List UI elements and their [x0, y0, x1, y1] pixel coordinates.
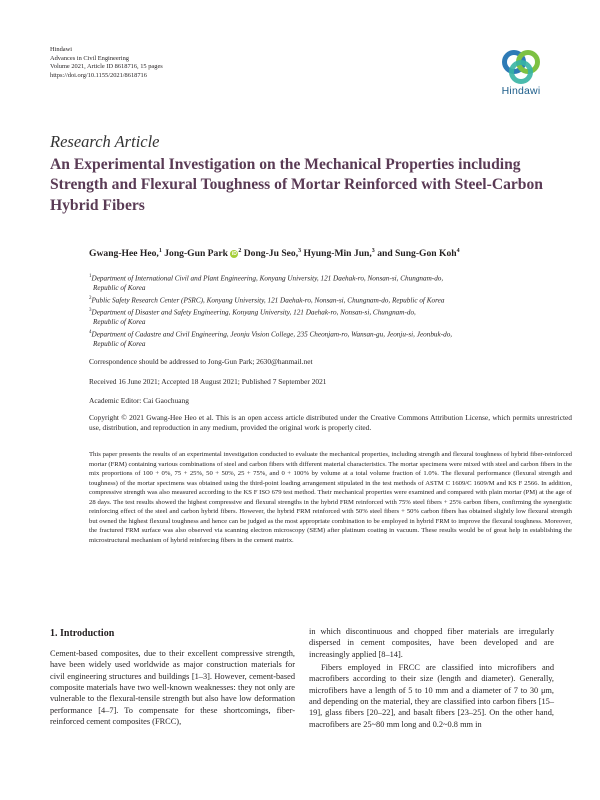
correspondence: Correspondence should be addressed to Jong-Gun Park; 2630@hanmail.net	[89, 357, 313, 366]
hindawi-logo	[494, 48, 548, 97]
author-sup: 3	[371, 248, 375, 254]
affiliation-item: $^1$Department of International Civil and Plant Engineering, Konyang University, 121 Daehak-ro, Nonsan-si, Chungnam-do,	[89, 274, 444, 283]
orcid-icon[interactable]: iD	[231, 251, 237, 258]
affiliation-item-cont: Republic of Korea	[93, 318, 146, 327]
author-sup: 2	[238, 248, 242, 254]
author-name: Jong-Gun Park	[164, 248, 228, 260]
volume-info: Volume 2021, Article ID 8618716, 15 pages	[50, 63, 163, 71]
author-sup: 1	[158, 248, 162, 254]
publication-dates: Received 16 June 2021; Accepted 18 August 2021; Published 7 September 2021	[89, 377, 327, 386]
article-type: Research Article	[50, 132, 160, 151]
affiliation-item-cont: Republic of Korea	[93, 340, 146, 349]
journal-name: Advances in Civil Engineering	[50, 54, 129, 62]
hindawi-logo-icon	[500, 48, 542, 84]
affiliation-item: $^3$Department of Disaster and Safety Engineering, Konyang University, 121 Daehak-ro, Nonsan-si, Chungnam-do,	[89, 308, 416, 317]
intro-paragraph: in which discontinuous and chopped fiber materials are irregularly dispersed in cement composites, have been developed and are increasingly applied [8–14].	[309, 627, 554, 659]
author-name: Dong-Ju Seo,	[243, 248, 299, 260]
intro-right-column	[309, 626, 554, 730]
author-name: and Sung-Gon Koh	[377, 248, 457, 260]
intro-left-column	[50, 648, 295, 727]
author-sup: 3	[298, 248, 302, 254]
copyright-notice: Copyright © 2021 Gwang-Hee Heo et al. This is an open access article distributed under the Creative Commons Attribution License, which permits unrestricted use, distribution, and reproduction in any medium, provided the original work is properly cited.	[89, 413, 572, 432]
abstract: This paper presents the results of an experimental investigation conducted to evaluate the mechanical properties, including strength and flexural toughness of hybrid fiber-reinforced mortar (FRM) containing various combinations of steel and carbon fibers with different material characteristics. The mortar specimens were mixed with steel and carbon fibers in the mix proportions of 100 + 0%, 75 + 25%, 50 + 50%, 25 + 75%, and 0 + 100% by volume at a total volume fraction of 1.0%. The flexural performance (flexural strength and toughness) of the mortar specimens was obtained using the third-point loading arrangement stipulated in the test methods of ASTM C 1609/C 1609/M and KS F 2566. In addition, compressive strength was also measured according to the KS F ISO 679 test method. Their mechanical properties were examined and compared with plain mortar (PM) at the age of 28 days. The test results showed the highest compressive and flexural strengths in the hybrid FRM reinforced with 75% steel fibers + 25% carbon fibers, confirming the synergistic reinforcing effect of the steel and carbon hybrid fibers. However, the hybrid FRM reinforced with 50% steel fibers + 50% carbon fibers has obtained slightly low flexural strength but owned the highest flexural toughness and hence can be judged as the most appropriate combination to be employed in hybrid FRM to improve the flexural toughness. Moreover, the fractured FRM surface was also observed via scanning electron microscopy (SEM) after platinum coating in vacuum. These results would be of great help in establishing the microstructural mechanism of hybrid reinforcing fibers in the cement matrix.	[89, 451, 572, 544]
author-name: Gwang-Hee Heo,	[89, 248, 159, 260]
affiliation-item-cont: Republic of Korea	[93, 284, 146, 293]
author-name: Hyung-Min Jun,	[303, 248, 372, 260]
section-heading: 1. Introduction	[50, 628, 115, 639]
hindawi-logo-text: Hindawi	[501, 85, 541, 97]
affiliations	[89, 272, 579, 350]
academic-editor: Academic Editor: Cai Gaochuang	[89, 396, 189, 405]
author-list	[89, 248, 589, 259]
intro-paragraph: Cement-based composites, due to their excellent compressive strength, have been widely used worldwide as major construction materials for civil engineering structures and buildings [1–3]. However, cement-based composite materials have two well-known weaknesses: they not only are vulnerable to the flexural-tensile strength but also have low deformation performance [4–7]. To compensate for these shortcomings, fiber-reinforced cement composites (FRCC),	[50, 649, 295, 727]
paper-title: An Experimental Investigation on the Mechanical Properties including Strength and Flexural Toughness of Mortar Reinforced with Steel-Carbon Hybrid Fibers	[50, 156, 543, 214]
publisher-name: Hindawi	[50, 46, 73, 53]
intro-paragraph: Fibers employed in FRCC are classified into microfibers and macrofibers according to their size (length and diameter). Generally, microfibers have a length of 5 to 10 mm and a diameter of 7 to 30 μm, and depending on the material, they are classified into carbon fibers [15–19], glass fibers [20–22], and basalt fibers [23–25]. On the other hand, macrofibers are 25~80 mm long and 0.2~0.8 mm in	[309, 663, 554, 729]
doi-link[interactable]: https://doi.org/10.1155/2021/8618716	[50, 71, 147, 79]
affiliation-item: $^2$Public Safety Research Center (PSRC), Konyang University, 121 Daehak-ro, Nonsan-si, Chungnam-do, Republic of Korea	[89, 295, 445, 305]
affiliation-item: $^4$Department of Cadastre and Civil Engineering, Jeonju Vision College, 235 Cheonjam-ro, Wansan-gu, Jeonju-si, Jeonbuk-do,	[89, 329, 453, 339]
journal-info	[50, 46, 163, 80]
author-sup: 4	[456, 248, 460, 254]
